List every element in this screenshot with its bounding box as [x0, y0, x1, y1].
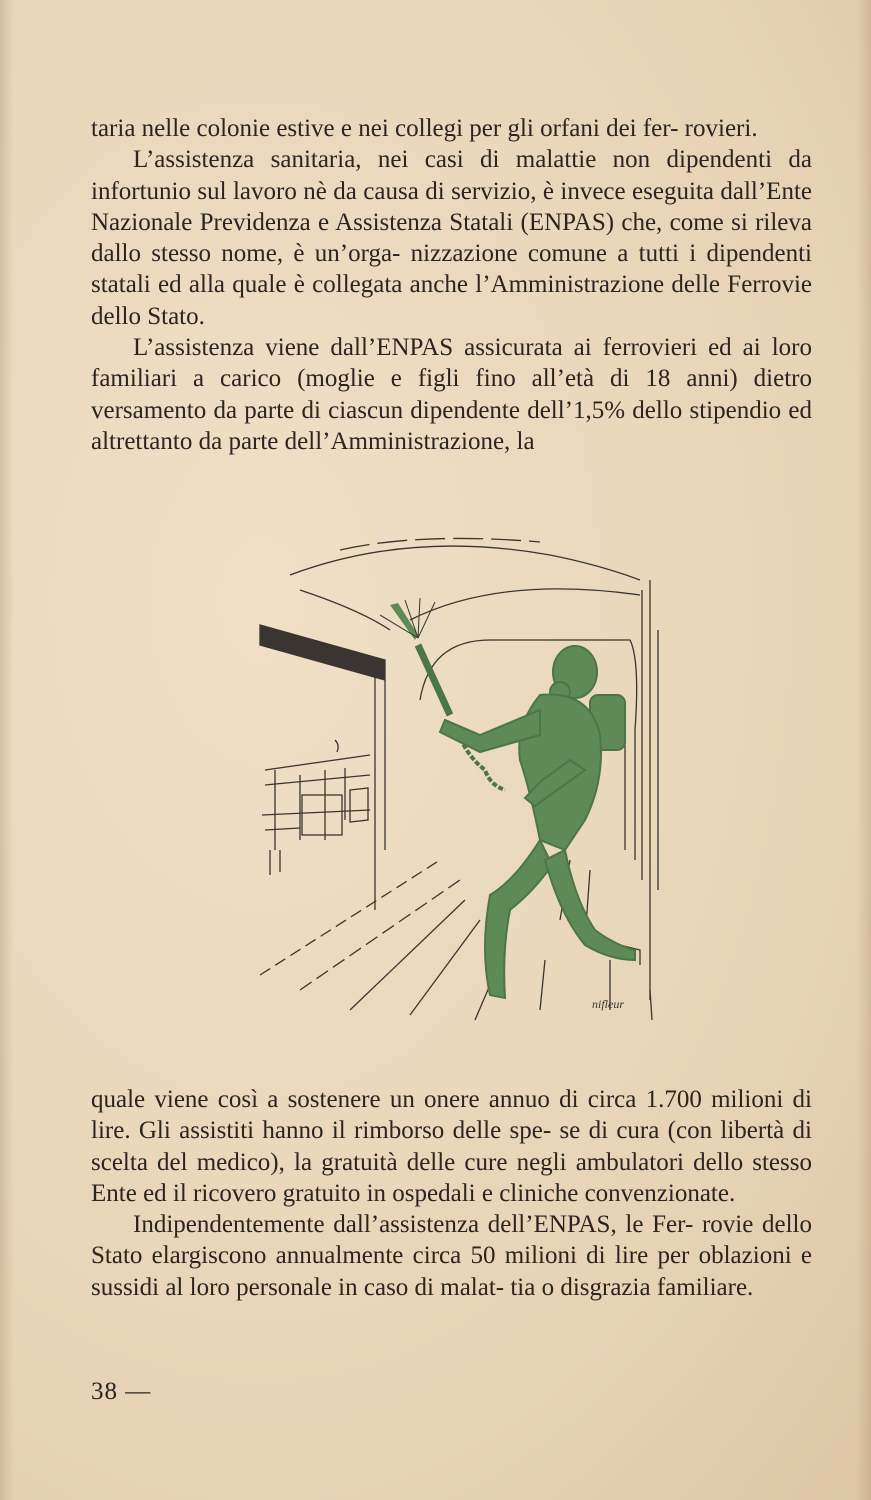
artist-signature: nifleur [592, 997, 624, 1011]
page-edge-right [857, 0, 871, 1500]
disinfection-illustration [240, 520, 680, 1030]
text-block-top [91, 113, 812, 457]
page-number: 38 — [91, 1378, 152, 1405]
paragraph-continuation: taria nelle colonie estive e nei collegi per gli orfani dei fer- rovieri. [91, 115, 758, 142]
paragraph-enpas-intro: L’assistenza sanitaria, nei casi di malattie non dipendenti da infortunio sul lavoro nè da causa di servizio, è invece eseguita dall’Ente Nazionale Previdenza e Assistenza Statali (ENPAS) che, come si rileva dallo stesso nome, è un’orga- nizzazione comune a tutti i dipendenti statali ed alla quale è collegata anche l’Amministrazione delle Ferrovie dello Stato. [91, 146, 812, 330]
paragraph-enpas-benefits: quale viene così a sostenere un onere annuo di circa 1.700 milioni di lire. Gli assistiti hanno il rimborso delle spe- se di cura (con libertà di scelta del medico), la gratuità delle cure negli ambulatori dello stesso Ente ed il ricovero gratuito in ospedali e cliniche convenzionate. [91, 1086, 812, 1207]
paragraph-enpas-contribution: L’assistenza viene dall’ENPAS assicurata ai ferrovieri ed ai loro familiari a carico (moglie e figli fino all’età di 18 anni) dietro versamento da parte di ciascun dipendente dell’1,5% dello stipendio ed altrettanto da parte dell’Amministrazione, la [91, 334, 812, 455]
page-edge-left [0, 0, 14, 1500]
paragraph-state-railways-aid: Indipendentemente dall’assistenza dell’ENPAS, le Fer- rovie dello Stato elargiscono annualmente circa 50 milioni di lire per oblazioni e sussidi al loro personale in caso di malat- tia o disgrazia familiare. [91, 1211, 812, 1301]
text-block-bottom [91, 1084, 812, 1303]
worker-figure [380, 598, 635, 998]
